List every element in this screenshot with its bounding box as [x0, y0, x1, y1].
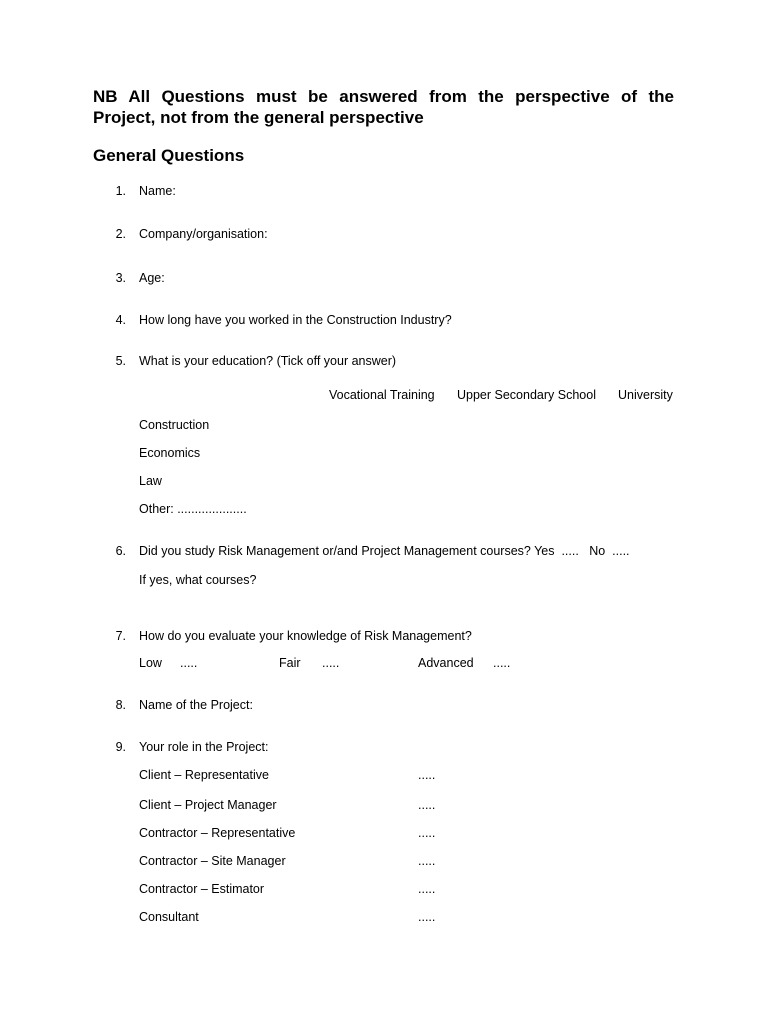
notice-line-1: NB All Questions must be answered from the perspective of the	[93, 87, 674, 106]
education-row-label: Other: ....................	[139, 502, 247, 516]
section-title: General Questions	[93, 146, 245, 165]
question-text: What is your education? (Tick off your answer)	[139, 354, 397, 368]
question-text: Company/organisation:	[139, 227, 268, 241]
question-number: 7.	[115, 629, 126, 643]
role-label: Consultant	[139, 910, 199, 924]
education-column-header: Vocational Training	[329, 388, 435, 402]
question-number: 5.	[115, 354, 126, 368]
knowledge-level-label: Low	[139, 656, 162, 670]
notice-line-2: Project, not from the general perspective	[93, 108, 424, 127]
question-text: How do you evaluate your knowledge of Risk Management?	[139, 629, 472, 643]
role-blank: .....	[418, 826, 436, 840]
knowledge-level-blank: .....	[493, 656, 511, 670]
question-text: Name:	[139, 184, 176, 198]
role-label: Contractor – Representative	[139, 826, 296, 840]
knowledge-level-blank: .....	[322, 656, 340, 670]
education-column-header: University	[618, 388, 673, 402]
question-number: 8.	[115, 698, 126, 712]
education-row-label: Economics	[139, 446, 201, 460]
role-blank: .....	[418, 768, 436, 782]
role-label: Contractor – Site Manager	[139, 854, 286, 868]
question-number: 2.	[115, 227, 126, 241]
role-blank: .....	[418, 854, 436, 868]
knowledge-level-label: Advanced	[418, 656, 474, 670]
education-row-label: Law	[139, 474, 162, 488]
question-number: 4.	[115, 313, 126, 327]
question-number: 1.	[115, 184, 126, 198]
knowledge-level-blank: .....	[180, 656, 198, 670]
question-number: 9.	[115, 740, 126, 754]
question-number: 6.	[115, 544, 126, 558]
role-blank: .....	[418, 910, 436, 924]
notice-text	[93, 86, 674, 128]
question-text: How long have you worked in the Construction Industry?	[139, 313, 452, 327]
role-blank: .....	[418, 798, 436, 812]
education-row-label: Construction	[139, 418, 210, 432]
question-text: Your role in the Project:	[139, 740, 269, 754]
question-number: 3.	[115, 271, 126, 285]
role-blank: .....	[418, 882, 436, 896]
knowledge-level-label: Fair	[279, 656, 301, 670]
role-label: Client – Representative	[139, 768, 269, 782]
question-text: Age:	[139, 271, 165, 285]
courses-followup: If yes, what courses?	[139, 573, 257, 587]
role-label: Client – Project Manager	[139, 798, 277, 812]
education-column-header: Upper Secondary School	[457, 388, 596, 402]
question-text: Did you study Risk Management or/and Project Management courses? Yes ..... No .....	[139, 544, 630, 558]
question-text: Name of the Project:	[139, 698, 253, 712]
role-label: Contractor – Estimator	[139, 882, 265, 896]
